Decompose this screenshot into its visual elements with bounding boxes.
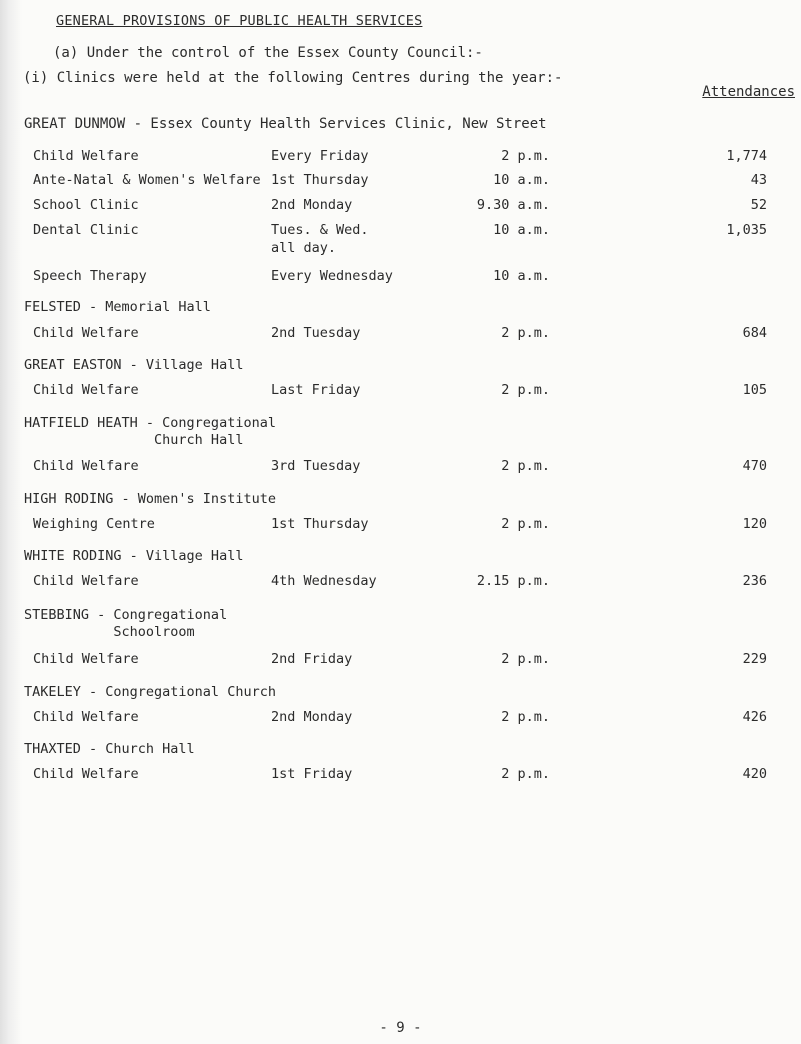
row-service: Child Welfare [33,766,139,782]
page-number: - 9 - [379,1020,422,1036]
row-service: Child Welfare [33,651,139,667]
row-day: Last Friday [271,382,361,398]
main-clinic-heading: GREAT DUNMOW - Essex County Health Services Clinic, New Street [24,116,547,132]
row-service: Dental Clinic [33,222,139,238]
scan-edge-shadow [0,0,22,1044]
row-time: 10 a.m. [493,172,550,188]
centre-location: STEBBING - Congregational Schoolroom [24,607,228,640]
row-time: 2 p.m. [501,325,550,341]
row-day: Every Friday [271,148,369,164]
row-attendances: 1,035 [726,222,767,238]
row-day: Tues. & Wed. [271,222,369,238]
centre-location: TAKELEY - Congregational Church [24,684,276,700]
centre-location: THAXTED - Church Hall [24,741,195,757]
attendances-header: Attendances [702,84,795,100]
row-time: 10 a.m. [493,268,550,284]
row-service: School Clinic [33,197,139,213]
row-time: 9.30 a.m. [476,197,550,213]
row-day: 2nd Tuesday [271,325,361,341]
centre-location: GREAT EASTON - Village Hall [24,357,244,373]
row-day: Every Wednesday [271,268,393,284]
row-service: Child Welfare [33,148,139,164]
row-attendances: 236 [742,573,767,589]
row-time: 2.15 p.m. [476,573,550,589]
row-service: Child Welfare [33,325,139,341]
row-time: 2 p.m. [501,516,550,532]
row-attendances: 470 [742,458,767,474]
row-service: Weighing Centre [33,516,155,532]
intro-i: (i) Clinics were held at the following Centres during the year:- [23,70,563,86]
row-day: 3rd Tuesday [271,458,361,474]
row-attendances: 426 [742,709,767,725]
row-service: Child Welfare [33,573,139,589]
row-time: 10 a.m. [493,222,550,238]
centre-location: HATFIELD HEATH - Congregational Church Hall [24,415,276,448]
row-attendances: 684 [742,325,767,341]
row-time: 2 p.m. [501,382,550,398]
row-day-continued: all day. [271,240,337,256]
row-attendances: 43 [750,172,767,188]
row-time: 2 p.m. [501,651,550,667]
row-service: Child Welfare [33,709,139,725]
row-day: 2nd Monday [271,709,353,725]
row-attendances: 420 [742,766,767,782]
row-service: Child Welfare [33,382,139,398]
row-time: 2 p.m. [501,766,550,782]
row-time: 2 p.m. [501,458,550,474]
row-time: 2 p.m. [501,709,550,725]
row-service: Speech Therapy [33,268,147,284]
row-attendances: 120 [742,516,767,532]
row-time: 2 p.m. [501,148,550,164]
row-service: Child Welfare [33,458,139,474]
row-attendances: 1,774 [726,148,767,164]
row-day: 2nd Monday [271,197,353,213]
row-service: Ante-Natal & Women's Welfare [33,172,261,188]
row-attendances: 52 [750,197,767,213]
row-day: 1st Thursday [271,516,369,532]
centre-location: WHITE RODING - Village Hall [24,548,244,564]
row-attendances: 105 [742,382,767,398]
centre-location: HIGH RODING - Women's Institute [24,491,276,507]
row-attendances: 229 [742,651,767,667]
row-day: 4th Wednesday [271,573,377,589]
row-day: 1st Thursday [271,172,369,188]
row-day: 2nd Friday [271,651,353,667]
row-day: 1st Friday [271,766,353,782]
centre-location: FELSTED - Memorial Hall [24,299,211,315]
page-heading: GENERAL PROVISIONS OF PUBLIC HEALTH SERVICES [56,13,423,29]
intro-a: (a) Under the control of the Essex County Council:- [53,45,483,61]
